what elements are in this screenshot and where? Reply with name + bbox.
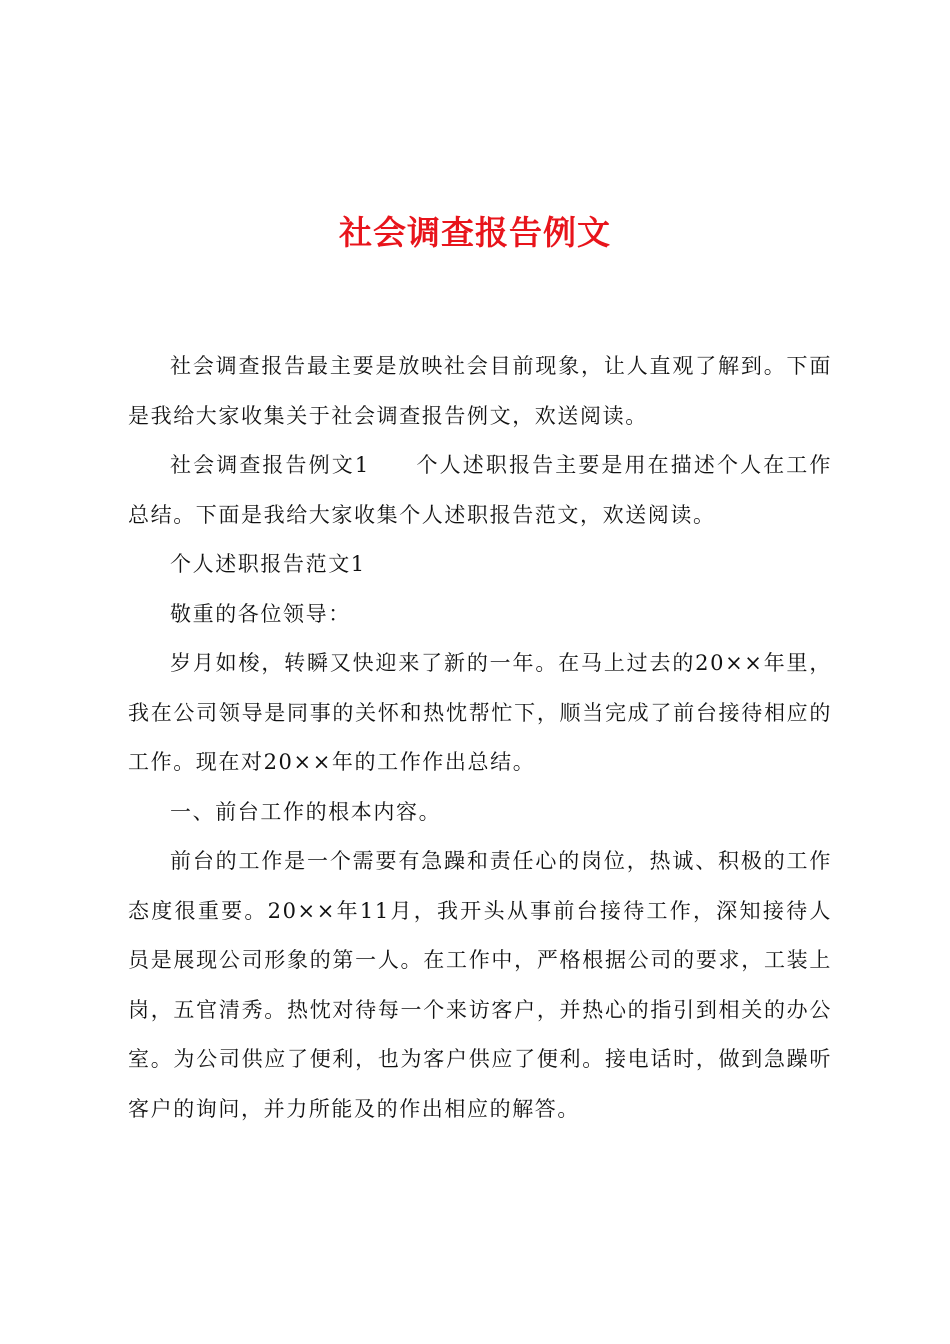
example-heading: 社会调查报告例文1 bbox=[170, 453, 370, 477]
paragraph-report-heading: 个人述职报告范文1 bbox=[170, 552, 366, 576]
paragraph-intro: 社会调查报告最主要是放映社会目前现象，让人直观了解到。下面是我给大家收集关于社会调查报告例文，欢送阅读。 bbox=[128, 354, 832, 428]
paragraph-salutation: 敬重的各位领导： bbox=[170, 601, 351, 626]
document-title: 社会调查报告例文 bbox=[339, 213, 611, 252]
example-intro: 个人述职报告主要是用在描述个人在工作总结。下面是我给大家收集个人述职报告范文，欢送阅读。 bbox=[128, 453, 832, 527]
document-body bbox=[128, 342, 832, 1134]
paragraph-year-review: 岁月如梭，转瞬又快迎来了新的一年。在马上过去的20××年里，我在公司领导是同事的关怀和热忱帮忙下，顺当完成了前台接待相应的工作。现在对20××年的工作作出总结。 bbox=[128, 651, 832, 774]
paragraph-section-heading: 一、前台工作的根本内容。 bbox=[170, 799, 442, 824]
paragraph-example-1 bbox=[128, 441, 832, 540]
paragraph-front-desk-work: 前台的工作是一个需要有急躁和责任心的岗位，热诚、积极的工作态度很重要。20××年11月，我开头从事前台接待工作，深知接待人员是展现公司形象的第一人。在工作中，严格根据公司的要求，工装上岗，五官清秀。热忱对待每一个来访客户，并热心的指引到相关的办公室。为公司供应了便利，也为客户供应了便利。接电话时，做到急躁听客户的询问，并力所能及的作出相应的解答。 bbox=[128, 849, 832, 1121]
